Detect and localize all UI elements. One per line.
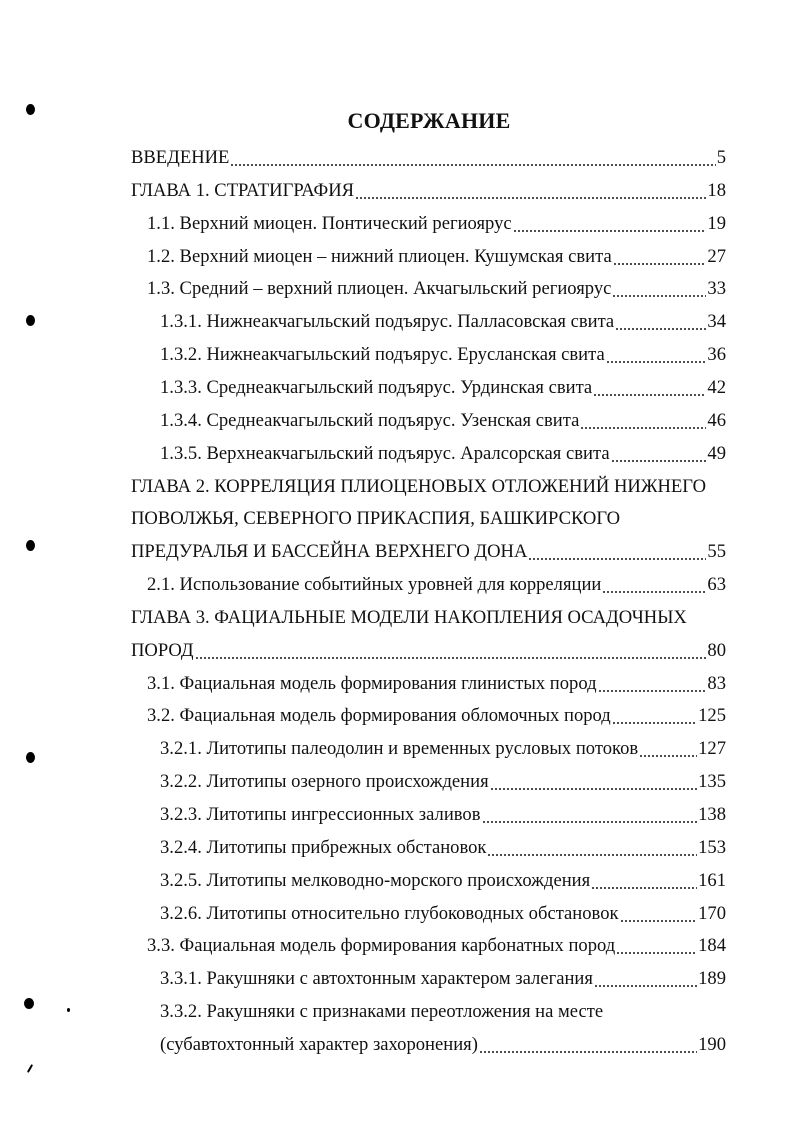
toc-page-number: 153 xyxy=(698,836,726,858)
toc-entry-title: ГЛАВА 2. КОРРЕЛЯЦИЯ ПЛИОЦЕНОВЫХ ОТЛОЖЕНИЙ НИЖНЕГО xyxy=(131,475,706,497)
dot-leader xyxy=(490,770,697,794)
toc-page-number: 33 xyxy=(707,278,726,300)
page-title: СОДЕРЖАНИЕ xyxy=(347,108,511,133)
toc-entry[interactable] xyxy=(160,967,726,991)
toc-entry[interactable] xyxy=(160,770,726,794)
toc-entry[interactable] xyxy=(147,245,726,269)
toc-entry[interactable] xyxy=(160,310,726,334)
toc-entry[interactable] xyxy=(160,442,726,466)
toc-entry[interactable] xyxy=(160,836,726,860)
toc-entry-title: 1.3.4. Среднеакчагыльский подъярус. Узенская свита xyxy=(160,409,580,431)
dot-leader xyxy=(355,179,706,203)
dot-leader xyxy=(613,245,707,269)
toc-page-number: 46 xyxy=(707,409,726,431)
toc-entry[interactable] xyxy=(147,934,726,958)
toc-entry-title: 1.2. Верхний миоцен – нижний плиоцен. Кушумская свита xyxy=(147,245,612,267)
toc-page-number: 125 xyxy=(698,705,726,727)
dot-leader xyxy=(513,212,707,236)
toc-entry[interactable] xyxy=(131,540,726,564)
toc-page-number: 135 xyxy=(698,771,726,793)
dot-leader xyxy=(611,442,707,466)
toc-page-number: 80 xyxy=(707,639,726,661)
toc-entry-title: ВВЕДЕНИЕ xyxy=(131,147,230,168)
toc-entry-title: 3.1. Фациальная модель формирования глинистых пород xyxy=(147,672,597,694)
toc-entry[interactable] xyxy=(147,672,726,696)
toc-entry-title: ПОВОЛЖЬЯ, СЕВЕРНОГО ПРИКАСПИЯ, БАШКИРСКОГО xyxy=(131,508,621,530)
toc-entry-title: 2.1. Использование событийных уровней для корреляции xyxy=(147,574,602,596)
toc-entry[interactable] xyxy=(160,803,726,827)
toc-entry[interactable] xyxy=(160,376,726,400)
toc-page-number: 5 xyxy=(716,147,726,168)
toc-page-number: 83 xyxy=(707,672,726,694)
toc-entry-title: 1.1. Верхний миоцен. Понтический региоярус xyxy=(147,212,512,234)
toc-entry-title: 3.3. Фациальная модель формирования карбонатных пород xyxy=(147,935,616,957)
scan-speck xyxy=(67,1008,70,1012)
dot-leader xyxy=(616,934,697,958)
toc-page-number: 161 xyxy=(698,869,726,891)
toc-page-number: 27 xyxy=(707,245,726,267)
dot-leader xyxy=(620,902,698,926)
dot-leader xyxy=(528,540,706,564)
toc-entry-title: 1.3. Средний – верхний плиоцен. Акчагыльский региоярус xyxy=(147,278,612,300)
toc-entry-title: 3.2.6. Литотипы относительно глубоководных обстановок xyxy=(160,902,619,924)
toc-entry[interactable] xyxy=(160,409,726,433)
dot-leader xyxy=(230,146,715,170)
toc-entry-title: 1.3.3. Среднеакчагыльский подъярус. Урдинская свита xyxy=(160,376,593,398)
toc-entry[interactable] xyxy=(147,704,726,728)
dot-leader xyxy=(487,836,697,860)
toc-entry-title: 1.3.2. Нижнеакчагыльский подъярус. Еруcланская свита xyxy=(160,344,605,366)
dot-leader xyxy=(591,869,697,893)
toc-entry-title: 3.2.3. Литотипы ингрессионных заливов xyxy=(160,804,481,825)
toc-page-number: 190 xyxy=(698,1033,726,1055)
scan-punch-mark xyxy=(26,752,35,763)
toc-entry-title: 3.2.4. Литотипы прибрежных обстановок xyxy=(160,836,487,858)
dot-leader xyxy=(639,737,697,761)
toc-entry[interactable] xyxy=(147,212,726,236)
dot-leader xyxy=(593,376,706,400)
toc-page-number: 184 xyxy=(698,935,726,957)
toc-entry[interactable] xyxy=(147,277,726,301)
scan-punch-mark xyxy=(26,315,35,326)
toc-page-number: 55 xyxy=(707,541,726,563)
dot-leader xyxy=(615,310,706,334)
toc-entry[interactable] xyxy=(131,606,687,630)
toc-entry[interactable] xyxy=(131,146,726,170)
toc-entry-title: 3.2.1. Литотипы палеодолин и временных русловых потоков xyxy=(160,738,639,760)
toc-entry-title: (субавтохтонный характер захоронения) xyxy=(160,1033,478,1055)
toc-page-number: 63 xyxy=(707,574,726,596)
toc-page-number: 49 xyxy=(707,442,726,464)
toc-page-number: 34 xyxy=(707,311,726,333)
toc-entry-title: 3.2.5. Литотипы мелководно-морского происхождения xyxy=(160,869,591,891)
toc-entry[interactable] xyxy=(131,475,706,499)
toc-entry-title: 3.2.2. Литотипы озерного происхождения xyxy=(160,771,489,793)
toc-entry-title: 3.2. Фациальная модель формирования обломочных пород xyxy=(147,705,611,727)
dot-leader xyxy=(479,1033,697,1057)
scan-speck xyxy=(27,1064,33,1073)
toc-page-number: 127 xyxy=(698,738,726,760)
dot-leader xyxy=(594,967,697,991)
toc-entry[interactable] xyxy=(131,179,726,203)
dot-leader xyxy=(606,343,707,367)
toc-page-number: 18 xyxy=(707,179,726,201)
toc-entry-title: 3.3.2. Ракушняки с признаками переотложения на месте xyxy=(160,1001,604,1023)
toc-page-number: 170 xyxy=(698,902,726,924)
scan-punch-mark xyxy=(24,998,34,1009)
dot-leader xyxy=(598,672,707,696)
toc-page-number: 36 xyxy=(707,344,726,366)
toc-page-number: 189 xyxy=(698,968,726,990)
toc-entry[interactable] xyxy=(160,737,726,761)
toc-entry[interactable] xyxy=(160,1000,603,1024)
toc-entry-title: ГЛАВА 1. СТРАТИГРАФИЯ xyxy=(131,179,355,201)
dot-leader xyxy=(195,639,707,663)
dot-leader xyxy=(602,573,706,597)
scan-punch-mark xyxy=(26,540,35,551)
toc-entry[interactable] xyxy=(131,639,726,663)
toc-entry[interactable] xyxy=(160,1033,726,1057)
toc-page-number: 19 xyxy=(707,212,726,234)
scan-punch-mark xyxy=(26,104,35,115)
toc-entry-title: ПРЕДУРАЛЬЯ И БАССЕЙНА ВЕРХНЕГО ДОНА xyxy=(131,541,528,563)
toc-entry[interactable] xyxy=(160,343,726,367)
dot-leader xyxy=(612,704,697,728)
toc-entry[interactable] xyxy=(160,869,726,893)
toc-entry-title: ГЛАВА 3. ФАЦИАЛЬНЫЕ МОДЕЛИ НАКОПЛЕНИЯ ОСАДОЧНЫХ xyxy=(131,606,687,628)
dot-leader xyxy=(482,803,698,827)
toc-entry[interactable] xyxy=(131,507,620,531)
toc-entry-title: ПОРОД xyxy=(131,639,194,661)
toc-entry-title: 3.3.1. Ракушняки с автохтонным характером залегания xyxy=(160,968,593,990)
toc-page-number: 42 xyxy=(707,376,726,398)
toc-entry-title: 1.3.1. Нижнеакчагыльский подъярус. Палласовская свита xyxy=(160,311,615,333)
toc-entry[interactable] xyxy=(160,902,726,926)
toc-page-number: 138 xyxy=(698,804,726,825)
dot-leader xyxy=(580,409,706,433)
toc-entry[interactable] xyxy=(147,573,726,597)
dot-leader xyxy=(612,277,706,301)
toc-entry-title: 1.3.5. Верхнеакчагыльский подъярус. Аралсорская свита xyxy=(160,442,610,464)
